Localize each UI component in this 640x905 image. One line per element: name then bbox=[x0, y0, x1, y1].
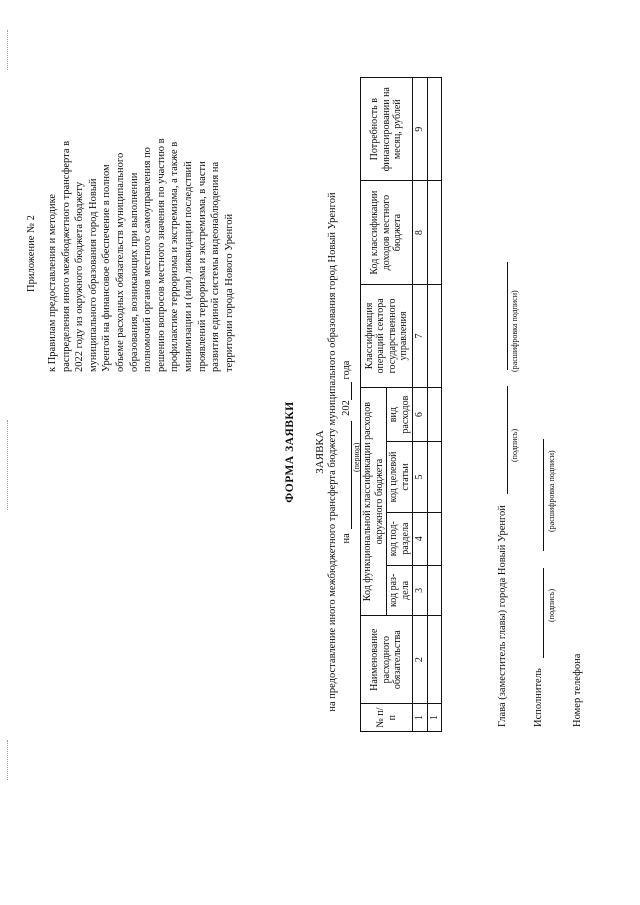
binding-dots-top bbox=[7, 30, 9, 70]
table-cell bbox=[427, 442, 442, 513]
head-decode-line bbox=[496, 262, 508, 370]
header-sector: Классификация операций сектора государственного управления bbox=[361, 284, 413, 387]
executor-label: Исполнитель bbox=[533, 668, 544, 727]
header-subsection: код под-раздела bbox=[387, 512, 413, 565]
phone-label: Номер телефона bbox=[572, 653, 583, 727]
column-number: 1 bbox=[413, 704, 428, 732]
regulation-line: образования, возникающих при выполнении bbox=[128, 172, 140, 372]
table-cell bbox=[427, 512, 442, 565]
regulation-line: муниципального образования город Новый bbox=[87, 178, 99, 372]
request-title: ЗАЯВКА bbox=[314, 430, 326, 474]
request-table bbox=[360, 77, 442, 732]
regulation-line: проявлений терроризма и экстремизма, в части bbox=[196, 161, 208, 372]
executor-signature-row bbox=[532, 439, 544, 727]
header-need: Потребность в финансировании на месяц, рублей bbox=[361, 78, 413, 181]
executor-decode-line bbox=[532, 439, 544, 551]
header-name: Наименование расходного обязательства bbox=[361, 616, 413, 704]
column-number: 4 bbox=[413, 512, 428, 565]
regulation-line: территории города Нового Уренгой bbox=[223, 213, 235, 372]
header-num: № п/п bbox=[361, 704, 413, 732]
column-number: 6 bbox=[413, 388, 428, 442]
table-cell bbox=[427, 78, 442, 181]
binding-dots-bottom bbox=[7, 740, 9, 780]
table-cell bbox=[427, 565, 442, 615]
phone-row bbox=[572, 654, 583, 727]
regulation-line: минимизации и (или) ликвидации последствий bbox=[182, 161, 194, 372]
head-label: Глава (заместитель главы) города Новый Уренгой bbox=[497, 505, 508, 727]
regulation-line: решению вопросов местного значения по участию в bbox=[155, 138, 167, 372]
table-cell bbox=[427, 181, 442, 284]
regulation-line: к Правилам предоставления и методике bbox=[47, 193, 58, 372]
header-type: вид расходов bbox=[387, 388, 413, 442]
binding-dots-middle bbox=[7, 420, 9, 510]
year-blank bbox=[340, 382, 352, 400]
regulation-line: 2022 году из окружного бюджета бюджету bbox=[74, 181, 86, 372]
period-prefix: на bbox=[341, 533, 352, 544]
column-numbers-row bbox=[413, 78, 428, 732]
head-sign-line bbox=[496, 386, 508, 494]
period-blank bbox=[340, 421, 352, 529]
executor-decode-caption: (расшифровка подписи) bbox=[547, 450, 556, 532]
period-suffix: года bbox=[341, 360, 352, 380]
table-cell bbox=[427, 388, 442, 442]
header-classification: Код функциональной классификации расходов окружного бюджета bbox=[361, 388, 387, 616]
executor-sign-line bbox=[532, 568, 544, 658]
executor-sign-caption: (подпись) bbox=[547, 588, 556, 622]
request-subtitle: на предоставление иного межбюджетного трансферта бюджету муниципального образования город Новый Уренгой bbox=[327, 192, 338, 712]
table-cell: 1 bbox=[427, 704, 442, 732]
header-section: код раз-дела bbox=[387, 565, 413, 615]
column-number: 7 bbox=[413, 284, 428, 387]
regulation-line: объеме расходных обязательств муниципального bbox=[114, 152, 126, 372]
rotated-page bbox=[20, 12, 620, 892]
period-year: 202 bbox=[341, 400, 352, 416]
head-signature-row bbox=[496, 262, 508, 727]
appendix-title: Приложение № 2 bbox=[26, 215, 37, 292]
column-number: 8 bbox=[413, 181, 428, 284]
column-number: 3 bbox=[413, 565, 428, 615]
request-period bbox=[340, 12, 352, 892]
head-decode-caption: (расшифровка подписи) bbox=[510, 290, 519, 372]
table-cell bbox=[427, 284, 442, 387]
column-number: 9 bbox=[413, 78, 428, 181]
regulation-line: развития единой системы видеонаблюдения на bbox=[210, 161, 222, 372]
regulation-line: Уренгой на финансовое обеспечение в полном bbox=[101, 164, 113, 372]
column-number: 5 bbox=[413, 442, 428, 513]
regulation-line: полномочий органов местного самоуправления по bbox=[142, 147, 154, 372]
column-number: 2 bbox=[413, 616, 428, 704]
regulation-line: распределения иного межбюджетного трансферта в bbox=[60, 140, 72, 372]
period-caption: (период) bbox=[352, 442, 361, 472]
regulation-reference bbox=[46, 17, 236, 372]
table-cell bbox=[427, 616, 442, 704]
header-income: Код классификации доходов местного бюджета bbox=[361, 181, 413, 284]
table-row bbox=[427, 78, 442, 732]
head-sign-caption: (подпись) bbox=[510, 428, 519, 462]
header-target: код целевой статьи bbox=[387, 442, 413, 513]
regulation-line: профилактике терроризма и экстремизма, а также в bbox=[169, 141, 181, 372]
form-heading: ФОРМА ЗАЯВКИ bbox=[284, 401, 296, 503]
